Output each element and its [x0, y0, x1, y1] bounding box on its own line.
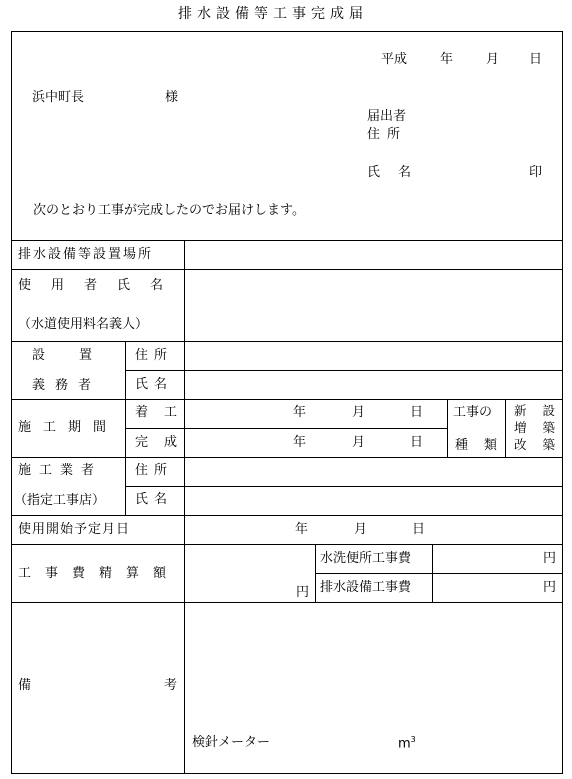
remarks-field[interactable]: [186, 603, 562, 729]
cost-label: 工事費精算額: [18, 566, 181, 581]
vline-worktype-1: [447, 399, 448, 457]
installer-label-2: 義務者: [32, 378, 102, 393]
user-name-label: 使用者氏名: [18, 278, 184, 293]
toilet-cost-field[interactable]: [434, 545, 538, 573]
drain-cost-yen: 円: [543, 580, 557, 595]
meter-unit-base: m: [398, 736, 411, 752]
period-end-field[interactable]: [186, 429, 446, 457]
user-name-field[interactable]: [186, 270, 562, 341]
work-type-label-1: 工事の: [453, 405, 493, 420]
vline-label: [184, 240, 185, 774]
period-end-year: 年: [293, 435, 307, 450]
meter-unit-sup: 3: [410, 735, 416, 744]
period-start-label: 着工: [135, 405, 194, 420]
border-bottom: [11, 773, 563, 774]
vline-sub-2: [125, 457, 126, 515]
installer-address-label: 住所: [135, 348, 174, 363]
addressee: 浜中町長: [32, 90, 85, 105]
location-field[interactable]: [186, 241, 562, 269]
period-start-field[interactable]: [186, 400, 446, 428]
meter-unit: [398, 736, 416, 750]
period-label: 施工期間: [18, 420, 119, 435]
cost-yen: 円: [296, 585, 310, 600]
installer-label-1: 設置: [32, 348, 127, 363]
period-end-label: 完成: [135, 435, 194, 450]
drain-cost-field[interactable]: [434, 574, 538, 602]
statement: 次のとおり工事が完成したのでお届けします。: [33, 203, 305, 218]
user-name-sub: （水道使用料名義人）: [18, 317, 149, 332]
work-type-new[interactable]: 新設: [514, 403, 572, 418]
notifier-label: 届出者: [367, 109, 407, 124]
location-label: 排水設備等設置場所: [18, 247, 154, 262]
installer-address-field[interactable]: [186, 342, 562, 370]
contractor-label: 施工業者: [18, 463, 103, 478]
date-year-label: 年: [440, 52, 454, 67]
remarks-label-1: 備: [18, 678, 32, 693]
contractor-sub: （指定工事店）: [14, 493, 106, 508]
work-type-label-2: 種類: [455, 438, 514, 453]
work-type-add[interactable]: 増築: [514, 420, 572, 435]
start-date-year: 年: [295, 522, 309, 537]
date-era: 平成: [381, 52, 408, 67]
period-end-month: 月: [352, 435, 366, 450]
start-date-day: 日: [412, 522, 426, 537]
vline-cost-1: [315, 544, 316, 602]
border-top: [11, 31, 563, 32]
honorific: 様: [165, 90, 179, 105]
period-start-day: 日: [410, 405, 424, 420]
notifier-address-label: 住所: [367, 127, 408, 142]
cost-total-field[interactable]: [186, 545, 314, 602]
start-date-label: 使用開始予定月日: [18, 522, 131, 537]
start-date-field[interactable]: [186, 516, 562, 544]
work-type-rebuild[interactable]: 改築: [514, 437, 572, 452]
drain-cost-label: 排水設備工事費: [320, 580, 412, 595]
vline-cost-2: [432, 544, 433, 602]
notifier-name-label: 氏名: [367, 165, 430, 180]
date-month-label: 月: [486, 52, 500, 67]
remarks-label-2: 考: [164, 678, 178, 693]
toilet-cost-label: 水洗便所工事費: [320, 551, 412, 566]
contractor-address-label: 住所: [135, 463, 174, 478]
meter-label: 検針メーター: [192, 735, 271, 750]
contractor-name-field[interactable]: [186, 487, 562, 515]
period-end-day: 日: [410, 435, 424, 450]
installer-name-field[interactable]: [186, 371, 562, 399]
installer-name-label: 氏名: [135, 377, 174, 392]
form-title: 排水設備等工事完成届: [178, 6, 368, 22]
start-date-month: 月: [354, 522, 368, 537]
contractor-address-field[interactable]: [186, 458, 562, 486]
date-day-label: 日: [529, 52, 543, 67]
seal-mark: 印: [529, 165, 543, 180]
period-start-month: 月: [352, 405, 366, 420]
period-start-year: 年: [293, 405, 307, 420]
border-left: [11, 31, 12, 774]
contractor-name-label: 氏名: [135, 492, 174, 507]
toilet-cost-yen: 円: [543, 551, 557, 566]
